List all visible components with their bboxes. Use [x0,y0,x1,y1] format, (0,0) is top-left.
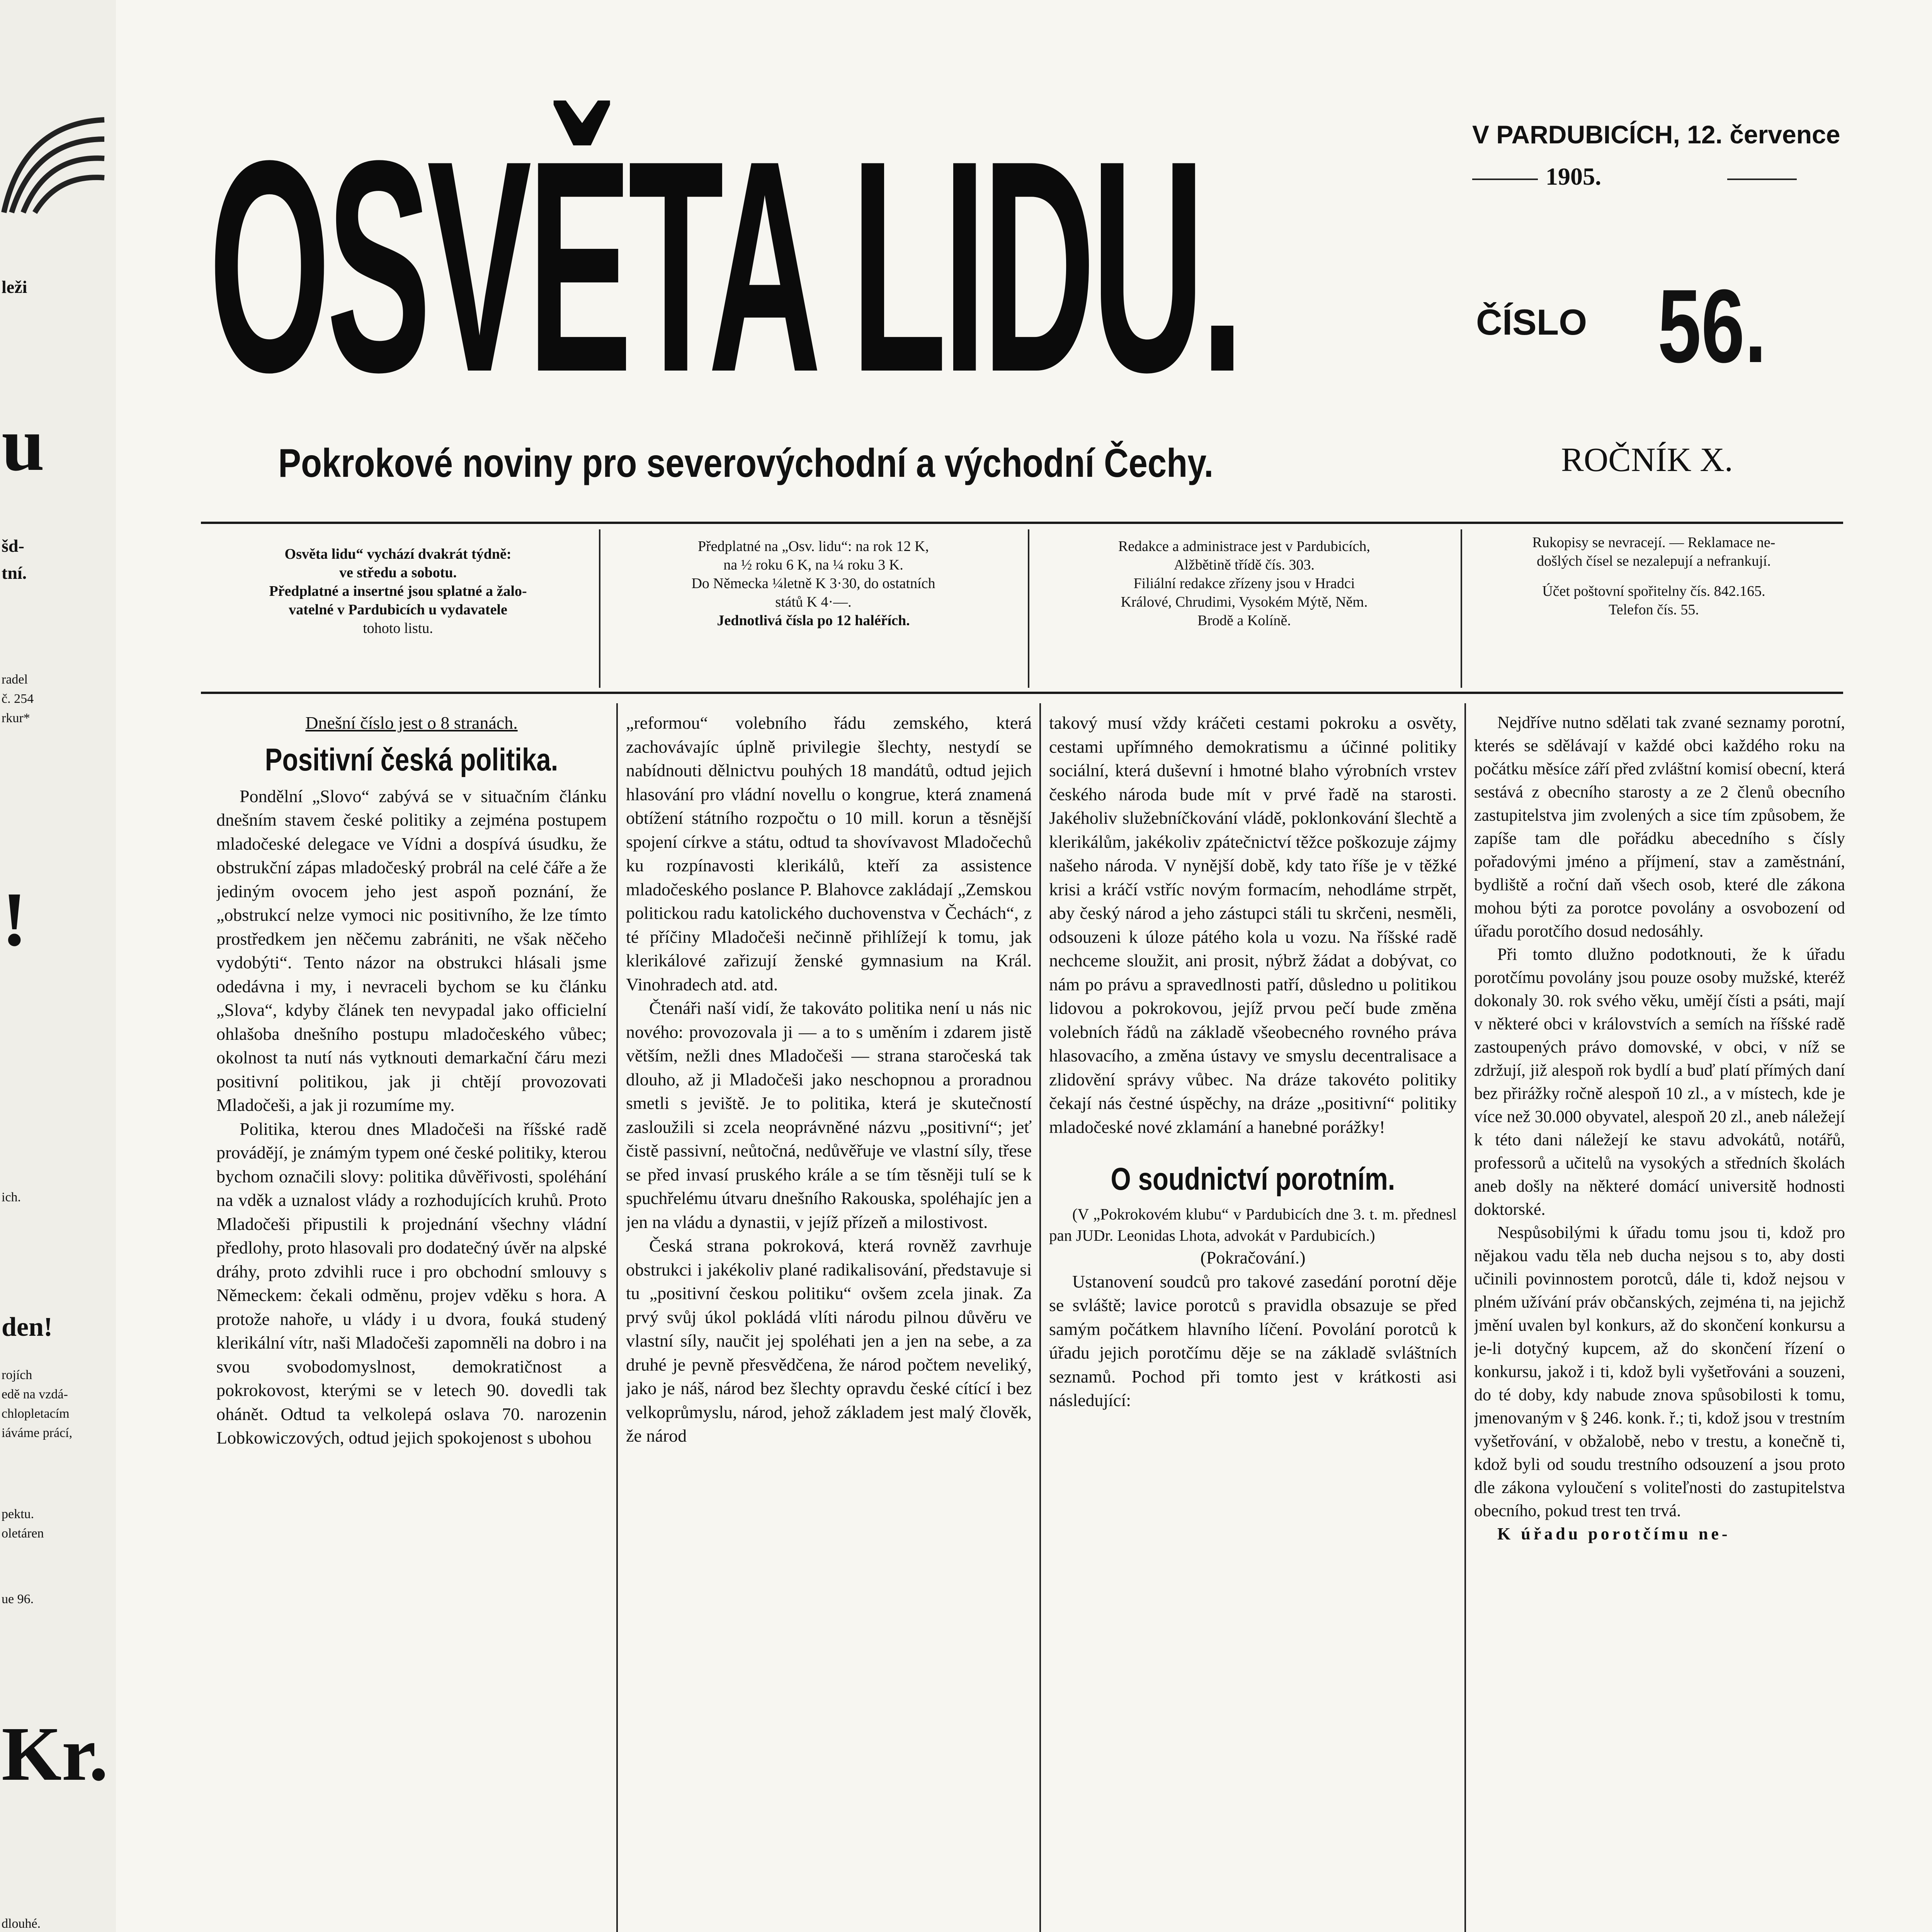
masthead-subtitle: Pokrokové noviny pro severovýchodní a východní Čechy. [278,441,1214,486]
neighbor-text: edě na vzdá- [2,1387,68,1401]
column-4 [1474,711,1845,1932]
neighbor-text: rkur* [2,711,30,725]
info-box-notes: Rukopisy se nevracejí. — Reklamace ne- došlých čísel se nezalepují a nefrankují. Účet poštovní spořitelny čís. 842.165. Telefon čís. 55. [1532,534,1776,618]
article-paragraph: K úřadu porotčímu ne- [1497,1524,1731,1543]
masthead-rule [201,522,1843,524]
neighbor-text: tní. [2,563,27,583]
article-paragraph: Čtenáři naší vidí, že takováto politika není u nás nic nového: provozovala ji — a to s uměním i zdarem jistě větším, nežli dnes Mladočeši — strana staročeská tak dlouho, až ji Mladočeši jako neschopnou a proradnou smetli s jeviště. Je to politika, která je skutečností zasloužili si zcela neoprávněné názvu „positivní“; jeť čistě passivní, neůtočná, nedůvěřuje ve vlastní síly, třese se před invasí pruského krále a se tím těsněji tulí se k spuchřelému útvaru dnešního Rakouska, spoléhajíc jen a jen na vládu a dynastii, v jejíž přízeň a milostivost. [626,998,1032,1232]
neighbor-text: ue 96. [2,1592,34,1606]
info-box-publication: Osvěta lidu“ vychází dvakrát týdně: ve středu a sobotu. Předplatné a insertné jsou splatné a žalo- vatelné v Pardubicích u vydavatele tohoto listu. [269,546,527,636]
article-paragraph: Ustanovení soudců pro takové zasedání porotní děje se svláště; lavice porotců s pravidla obsazuje se před samým počátkem hlavního líčení. Povolání porotců k úřadu jejich porotčímu děje se na základě svláštních seznamů. Pochod při tomto jest v krátkosti asi následující: [1049,1271,1457,1410]
neighbor-text: rojích [2,1368,32,1382]
neighbor-text: u [2,401,45,487]
neighbor-text: oletáren [2,1526,44,1541]
continuation-note: (Pokračování.) [1200,1248,1306,1268]
article-byline: (V „Pokrokovém klubu“ v Pardubicích dne 3. t. m. přednesl pan JUDr. Leonidas Lhota, advokát v Pardubicích.) [1049,1205,1457,1244]
neighbor-text: šd- [2,536,24,556]
divider [1028,529,1029,688]
article-paragraph: Při tomto dlužno podotknouti, že k úřadu porotčímu povolány jsou pouze osoby mužské, kteréž dokonaly 30. rok svého věku, umějí čísti a psáti, mají v některé obci v královstvích a semích na říšské radě zastoupených právo domovské, v obci, v níž se zdržují, již alespoň rok bydlí a buď platí přímých daní bez přirážky ročně alespoň 10 zl., a v místech, kde je více než 30.000 obyvatel, alespoň 20 zl., aneb náležejí k této dani náležejí ke stavu advokátů, notářů, professorů a učitelů na vysokých a středních školách aneb došly na některé domácí universitě hodnosti doktorské. [1474,945,1845,1219]
neighbor-text: č. 254 [2,692,34,706]
neighbor-text: chlopletacím [2,1406,70,1421]
neighbor-text: ! [2,877,27,962]
neighbor-text: dlouhé. [2,1917,41,1931]
divider [1472,179,1538,180]
masthead-title: OSVĚTA LIDU. [209,98,1240,435]
article-headline: O soudnictví porotním. [1111,1162,1395,1197]
neighbor-text: den! [2,1312,53,1342]
issue-number: 56. [1658,268,1767,384]
divider [1461,529,1462,688]
neighbor-text: radel [2,672,28,687]
article-paragraph: Nejdříve nutno sdělati tak zvané seznamy porotní, kterés se sdělávají v každé obci každého roku na počátku měsíce září před zvláštní komisí obecní, která sestává z obecního starosty a ze 2 členů obecního zastupitelstva jim zvolených a sice tím způsobem, že zapíše tam dle pořádku abecedního s čísly pořadovými jméno a příjmení, stav a zaměstnání, bydliště a roční daň všech osob, které dle zákona mohou býti za porotce povolány a osvobození od úřadu porotčího dosud nedosáhly. [1474,713,1845,940]
volume-label: ROČNÍK X. [1561,441,1733,479]
column-rule [616,703,618,1932]
article-paragraph: Politika, kterou dnes Mladočeši na říšské radě provádějí, je známým typem oné české politiky, kterou bychom označili slovy: politika důvěřivosti, spoléhání na vděk a uznalost vlády a rozhodujících kruhů. Proto Mladočeši připustili k projednání všechny vládní předlohy, proto hlasovali pro dodatečný úvěr na alpské dráhy, proto zdvihli ruce i pro obchodní smlouvy s Německem: čekali odměnu, projev vděku s hora. A protože nahoře, u vlády i u dvora, fouká studený klerikální vítr, naši Mladočeši zapomněli na dobro i na svou svobodomyslnost, demokratičnost a pokrokovost, kterými se v letech 90. dovedli tak ohánět. Odtud ta velkolepá oslava 70. narozenin Lobkowiczových, odtud jejich spokojenost s ubohou [216,1119,607,1448]
article-paragraph: Česká strana pokroková, která rovněž zavrhuje obstrukci i jakékoliv plané radikalisování, představuje si tu „positivní českou politiku“ ovšem zcela jinak. Za prvý svůj úkol pokládá vlíti národu pilnou důvěru ve vlastní síly, naučit jej spoléhati jen a jen na sebe, a za druhé je pevně přesvědčena, že národ počtem neveliký, jako je náš, národ bez šlechty opravdu české cítící i bez velkoprůmyslu, národ, jehož základem jest malý člověk, že národ [626,1236,1032,1446]
neighbor-text: ich. [2,1190,21,1204]
article-paragraph: Nespůsobilými k úřadu tomu jsou ti, kdož pro nějakou vadu těla neb ducha nejsou s to, aby dosti učinili povinnostem porotců, dále ti, kdož nejsou v plném užívání práv občanských, zejména ti, na jejichž jmění uvalen byl konkurs, až do skončení konkursu a je-li dotyčný kupcem, až do skončení řízení o konkursu, jakož i ti, kdož byli vyšetřováni a souzeni, do té doby, kdy nabude znova spůsobilosti k tomu, jmenovaným v § 246. konk. ř.; ti, kdož jsou v trestním vyšetřování, v obžalobě, nebo v trestu, a konečně ti, kdož byli od soudu trestního odsouzení a jsou proto dle zákona vyloučení s voliteľnosti do zastupitelstva obecního, pokud trest ten trvá. [1474,1223,1845,1520]
column-rule [1464,703,1466,1932]
info-box-editorial: Redakce a administrace jest v Pardubicích, Alžbětině třídě čís. 303. Filiální redakce zřízeny jsou v Hradci Králové, Chrudimi, Vysokém Mýtě, Něm. Brodě a Kolíně. [1118,538,1371,629]
info-box-subscription: Předplatné na „Osv. lidu“: na rok 12 K, na ½ roku 6 K, na ¼ roku 3 K. Do Německa ¼letně K 3·30, do ostatních států K 4·—. Jednotlivá čísla po 12 haléřích. [691,538,935,629]
article-paragraph: Pondělní „Slovo“ zabývá se v situačním článku dnešním stavem české politiky a zejména postupem mladočeské delegace ve Vídni a dospívá úsudku, že obstrukční zápas mladočeský probrál na celé čáře a že jediným ovocem jeho jest aspoň poznání, že „obstrukcí nelze vymoci nic positivního, že lze tímto prostředkem jen něčemu zabrániti, ne však něčeho vydobýti“. Tento názor na obstrukci hlásali jsme odedávna i my, i nevraceli bychom se ku článku „Slova“, kdyby článek ten nevypadal jako officielní ohlašoba dnešního postupu mladočeského vůbec; okolnost ta nutí nás vytknouti demarkační čáru mezi positivní politikou, jak ji chtějí provozovati Mladočeši, a jak ji rozumíme my. [216,786,607,1115]
neighbor-text: Kr. [2,1711,108,1797]
article-paragraph: takový musí vždy kráčeti cestami pokroku a osvěty, cestami upřímného demokratismu a účinné politiky sociální, která duševní i hmotné blaho výrobních vrstev českého národa bude mít v prvé řadě na starosti. Jakéholiv služebníčkování vládě, poklonkování šlechtě a klerikálům, jakékoliv zpátečnictví těžce poškozuje zájmy našeho národa. V nynější době, kdy tato říše je v těžké krisi a kráčí vstříc novým formacím, nehodláme strpět, aby český národ a jeho zástupci stáli tu skrčeni, nesměli, odsouzeni k úloze pátého kola u vozu. Na říšské radě nechceme sloužit, ani prosit, nýbrž žádat a dobývat, co nám po právu a spravedlnosti patří, důsledno u politikou lidovou a pokrokovou, jejíž prvou pečí bude změna volebních řádů na základě všeobecného rovného práva hlasovacího, a změna ústavy ve smyslu decentralisace a zlidovění správy vůbec. Na dráze takovéto politiky čekají nás čestné úspěchy, na dráze „positivní“ politiky mladočeské nové zklamání a hanebné porážky! [1049,713,1457,1137]
divider [599,529,600,688]
neighbor-text: pektu. [2,1507,34,1521]
column-3 [1049,711,1457,1932]
issue-year: 1905. [1546,163,1601,190]
neighbor-text: leži [2,277,27,297]
divider [1727,179,1797,180]
page-count-notice: Dnešní číslo jest o 8 stranách. [305,713,518,733]
column-1 [216,711,607,1932]
column-2 [626,711,1032,1932]
neighbor-text: iáváme prácí, [2,1426,73,1440]
ornament-icon [0,116,108,216]
article-headline: Positivní česká politika. [265,742,558,777]
article-paragraph: „reformou“ volebního řádu zemského, která zachovávajíc úplně privilegie šlechty, nestydí se nabídnouti dělnictvu pouhých 18 mandátů, odtud jejich hlasování pro vládní novellu o kongrue, která znamená obtížení státního rozpočtu o 10 mill. korun a těsnější spojení církve a státu, odtud ta shovívavost Mladočechů ku rozpínavosti klerikálů, kteří za assistence mladočeského poslance P. Blahovce zakládají „Zemskou politickou radu katolického duchovenstva v Čechách“, z té příčiny Mladočeši nečinně přihlížejí k tomu, jak klerikálové zařizují ženské gymnasium na Král. Vinohradech atd. atd. [626,713,1032,994]
neighbor-page-strip [0,0,118,1932]
dateline: V PARDUBICÍCH, 12. července [1472,120,1840,149]
issue-label: ČÍSLO [1476,302,1587,342]
column-rule [1039,703,1041,1932]
info-rule [201,692,1843,694]
